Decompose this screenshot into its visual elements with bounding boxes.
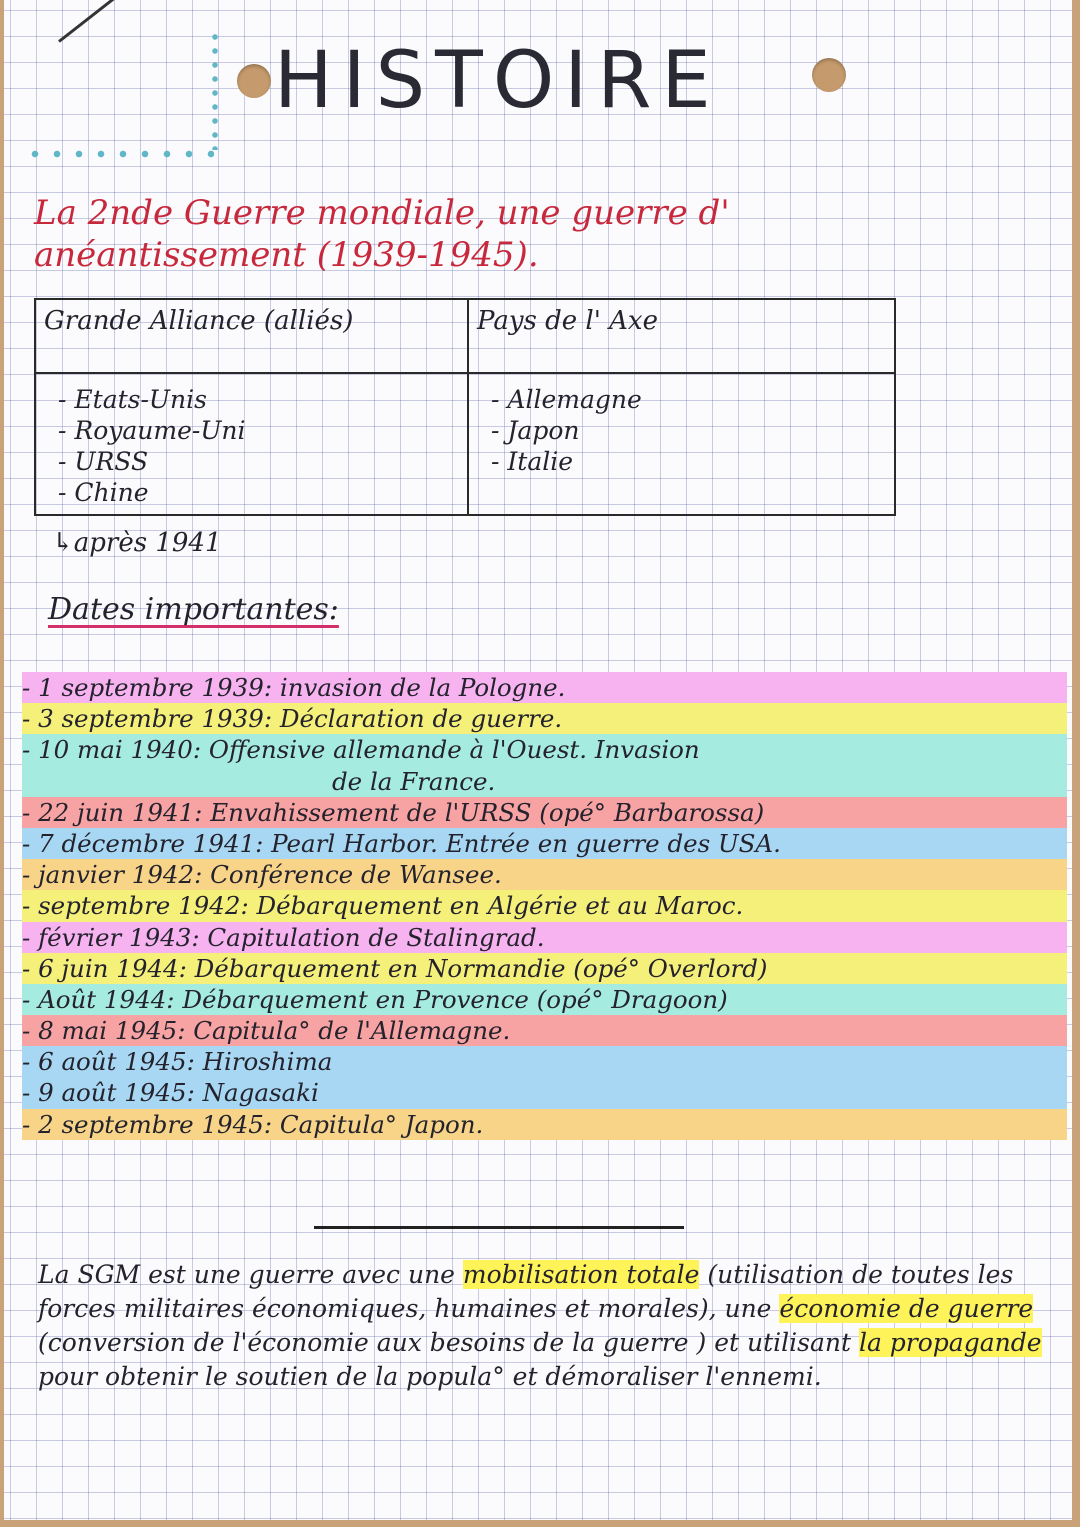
ally-item: - Etats-Unis [58, 384, 459, 415]
date-item: de la France. [22, 766, 1067, 797]
dates-heading: Dates importantes: [48, 592, 339, 627]
page-title: HISTOIRE [274, 36, 721, 126]
binder-hole [812, 58, 846, 92]
date-item: - 9 août 1945: Nagasaki [22, 1077, 1067, 1108]
date-item: - septembre 1942: Débarquement en Algérie et au Maroc. [22, 890, 1067, 921]
chapter-subtitle: La 2nde Guerre mondiale, une guerre d' anéantissement (1939-1945). [34, 193, 730, 275]
paragraph-text: (conversion de l'économie aux besoins de la guerre ) et utilisant [38, 1328, 859, 1357]
ally-item: - URSS [58, 446, 459, 477]
paragraph-text: La SGM est une guerre avec une [38, 1260, 463, 1289]
binder-hole [237, 64, 271, 98]
date-item: - Août 1944: Débarquement en Provence (opé° Dragoon) [22, 984, 1067, 1015]
date-item: - 3 septembre 1939: Déclaration de guerre. [22, 703, 1067, 734]
date-item: - 6 juin 1944: Débarquement en Normandie (opé° Overlord) [22, 953, 1067, 984]
decorative-slash [58, 0, 178, 43]
date-item: - 6 août 1945: Hiroshima [22, 1046, 1067, 1077]
date-item: - janvier 1942: Conférence de Wansee. [22, 859, 1067, 890]
axis-item: - Italie [491, 446, 886, 477]
alliance-note: ↳après 1941 [52, 528, 222, 558]
ally-item: - Royaume-Uni [58, 415, 459, 446]
axis-item: - Allemagne [491, 384, 886, 415]
date-item: - 2 septembre 1945: Capitula° Japon. [22, 1109, 1067, 1140]
alliance-table [34, 298, 896, 516]
date-item: - 1 septembre 1939: invasion de la Pologne. [22, 672, 1067, 703]
date-item: - 8 mai 1945: Capitula° de l'Allemagne. [22, 1015, 1067, 1046]
ally-item: - Chine [58, 477, 459, 508]
decorative-dots-horizontal [24, 150, 214, 158]
decorative-dots-vertical [212, 30, 218, 150]
highlight-term: la propagande [858, 1328, 1042, 1357]
summary-paragraph [38, 1258, 1053, 1394]
paragraph-text: pour obtenir le soutien de la popula° et démoraliser l'ennemi. [38, 1362, 822, 1391]
date-item: - 22 juin 1941: Envahissement de l'URSS (opé° Barbarossa) [22, 797, 1067, 828]
date-item: - 10 mai 1940: Offensive allemande à l'Ouest. Invasion [22, 734, 1067, 765]
divider-line [314, 1226, 684, 1229]
notebook-page [4, 0, 1072, 1520]
date-item: - février 1943: Capitulation de Stalingrad. [22, 922, 1067, 953]
dates-list [22, 672, 1067, 1140]
highlight-term: mobilisation totale [462, 1260, 700, 1289]
paragraph-text: (utilisation de toutes les forces militaires économiques, humaines et morales), une [38, 1260, 1014, 1323]
axis-cell [468, 373, 895, 515]
axis-item: - Japon [491, 415, 886, 446]
table-header-axis: Pays de l' Axe [468, 299, 895, 373]
allies-cell [35, 373, 468, 515]
table-header-allies: Grande Alliance (alliés) [35, 299, 468, 373]
highlight-term: économie de guerre [779, 1294, 1034, 1323]
date-item: - 7 décembre 1941: Pearl Harbor. Entrée en guerre des USA. [22, 828, 1067, 859]
